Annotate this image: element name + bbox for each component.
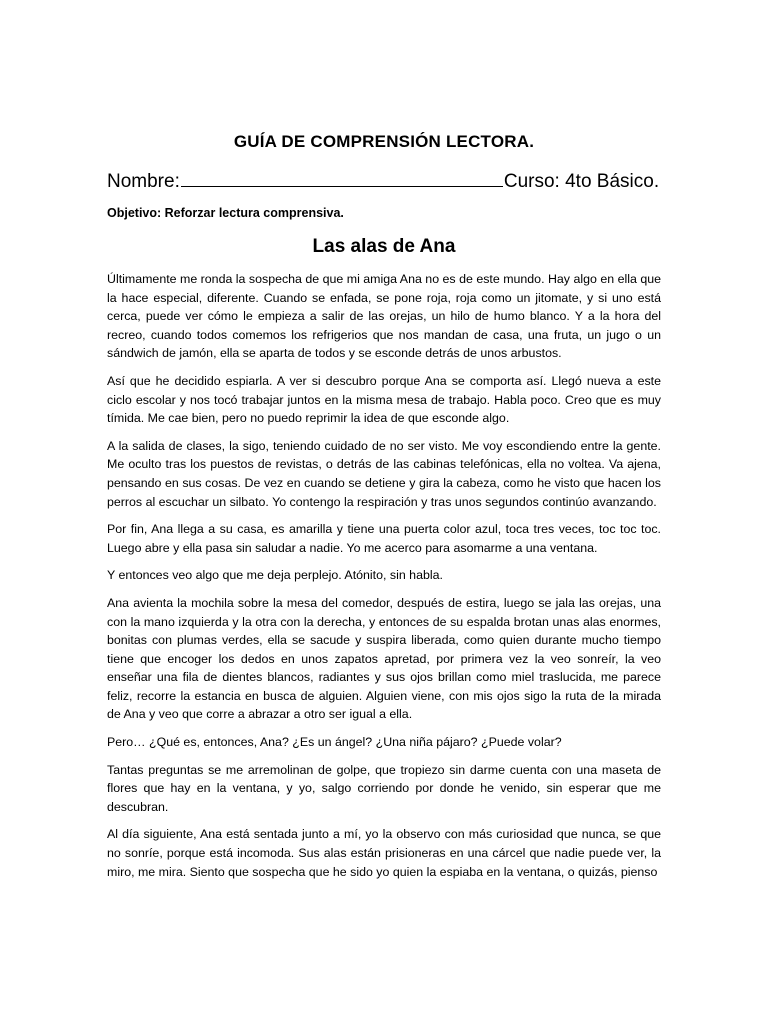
story-title: Las alas de Ana — [312, 236, 456, 257]
story-paragraph: Tantas preguntas se me arremolinan de golpe, que tropiezo sin darme cuenta con una maseta de flores que hay en la ventana, y yo, salgo corriendo por donde he venido, sin esperar que me descubran. — [107, 762, 661, 814]
story-paragraph: Así que he decidido espiarla. A ver si descubro porque Ana se comporta así. Llegó nueva a este ciclo escolar y nos tocó trabajar juntos en la misma mesa de trabajo. Habla poco. Creo que es muy tímida. Me cae bien, pero no puedo reprimir la idea de que esconde algo. — [107, 373, 661, 426]
story-paragraph: Por fin, Ana llega a su casa, es amarilla y tiene una puerta color azul, toca tres veces, toc toc toc. Luego abre y ella pasa sin saludar a nadie. Yo me acerco para asomarme a una ventana. — [107, 522, 661, 555]
name-course-line — [107, 170, 667, 193]
objective-text: Objetivo: Reforzar lectura comprensiva. — [107, 206, 344, 220]
blank-line-end — [493, 170, 503, 187]
name-label: Nombre: — [107, 171, 180, 192]
name-blank-line — [181, 170, 493, 187]
document-title: GUÍA DE COMPRENSIÓN LECTORA. — [233, 132, 535, 151]
story-paragraph: Últimamente me ronda la sospecha de que mi amiga Ana no es de este mundo. Hay algo en ella que la hace especial, diferente. Cuando se enfada, se pone roja, roja como un jitomate, y si uno está cerca, puede ver cómo le empieza a salir de las orejas, un hilo de humo blanco. Y a la hora del recreo, cuando todos comemos los refrigerios que nos mandan de casa, una fruta, un jugo o un sándwich de jamón, ella se aparta de todos y se esconde detrás de unos arbustos. — [107, 272, 661, 361]
story-paragraph: Pero… ¿Qué es, entonces, Ana? ¿Es un ángel? ¿Una niña pájaro? ¿Puede volar? — [107, 735, 562, 750]
story-body — [107, 270, 661, 890]
story-paragraph: A la salida de clases, la sigo, teniendo cuidado de no ser visto. Me voy escondiendo entre la gente. Me oculto tras los puestos de revistas, o detrás de las cabinas telefónicas, ella no voltea. Va ajena, pensando en sus cosas. De vez en cuando se detiene y gira la cabeza, como he visto que hacen los perros al escuchar un silbato. Yo contengo la respiración y tras unos segundos continúo avanzando. — [107, 438, 661, 509]
course-label: Curso: 4to Básico. — [503, 171, 660, 192]
story-paragraph: Al día siguiente, Ana está sentada junto a mí, yo la observo con más curiosidad que nunca, se que no sonríe, porque está incomoda. Sus alas están prisioneras en una cárcel que nadie puede ver, la miro, me mira. Siento que sospecha que he sido yo quien la espiaba en la ventana, o quizás, pienso — [107, 827, 661, 879]
story-paragraph: Y entonces veo algo que me deja perplejo. Atónito, sin habla. — [107, 568, 443, 583]
story-paragraph: Ana avienta la mochila sobre la mesa del comedor, después de estira, luego se jala las orejas, una con la mano izquierda y la otra con la derecha, y entonces de su espalda brotan unas alas enormes, bonitas con plumas verdes, ella se sacude y suspira liberada, como quien durante mucho tiempo tiene que encoger los dedos en unos zapatos apretad, por primera vez la veo sonreír, la veo enseñar una fila de dientes blancos, radiantes y sus ojos brillan como miel traslucida, me parece feliz, recorre la estancia en busca de alguien. Alguien viene, con mis ojos sigo la ruta de la mirada de Ana y veo que corre a abrazar a otro ser igual a ella. — [107, 595, 661, 722]
